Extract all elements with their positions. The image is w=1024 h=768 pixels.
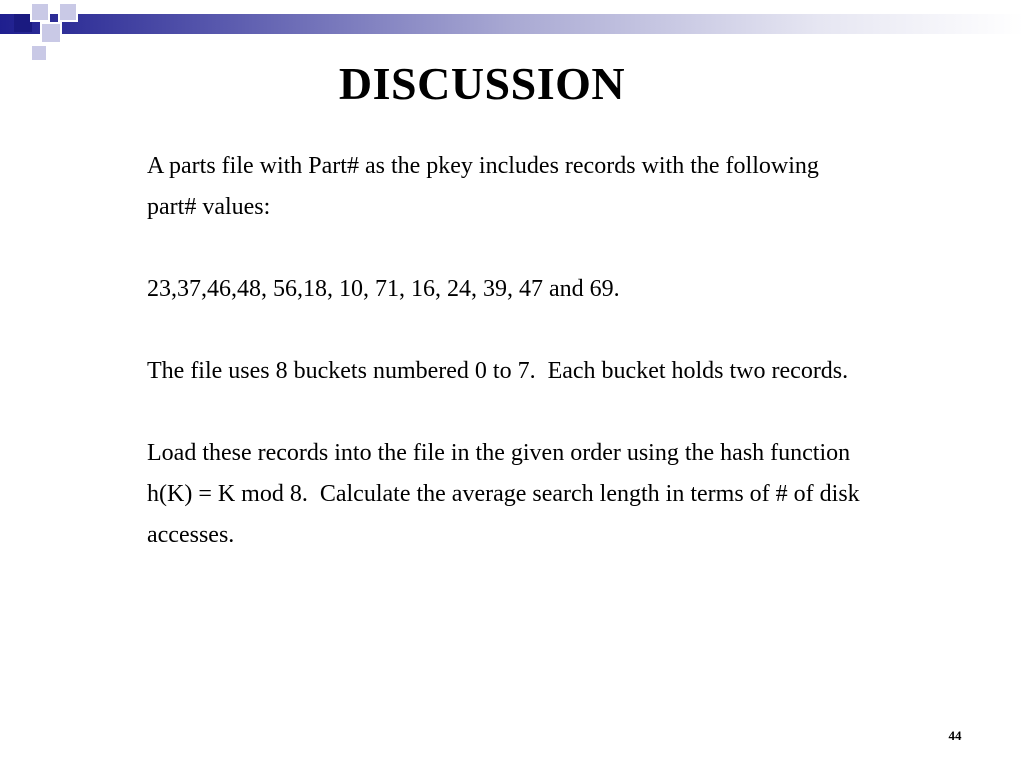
header-gradient-bar xyxy=(0,14,1024,34)
decor-square xyxy=(30,2,50,22)
paragraph: The file uses 8 buckets numbered 0 to 7. Each bucket holds two records. xyxy=(147,358,849,384)
paragraph: Load these records into the file in the given order using the hash function h(K) = K mod 8. Calculate the average search length in terms of # of disk accesses. xyxy=(147,440,866,548)
paragraph: 23,37,46,48, 56,18, 10, 71, 16, 24, 39, 47 and 69. xyxy=(147,276,620,302)
decor-square xyxy=(58,2,78,22)
slide-body xyxy=(147,146,867,556)
slide-title: DISCUSSION xyxy=(338,58,626,109)
decor-square xyxy=(40,22,62,44)
paragraph: A parts file with Part# as the pkey includes records with the following part# values: xyxy=(147,153,825,220)
page-number: 44 xyxy=(948,728,962,743)
